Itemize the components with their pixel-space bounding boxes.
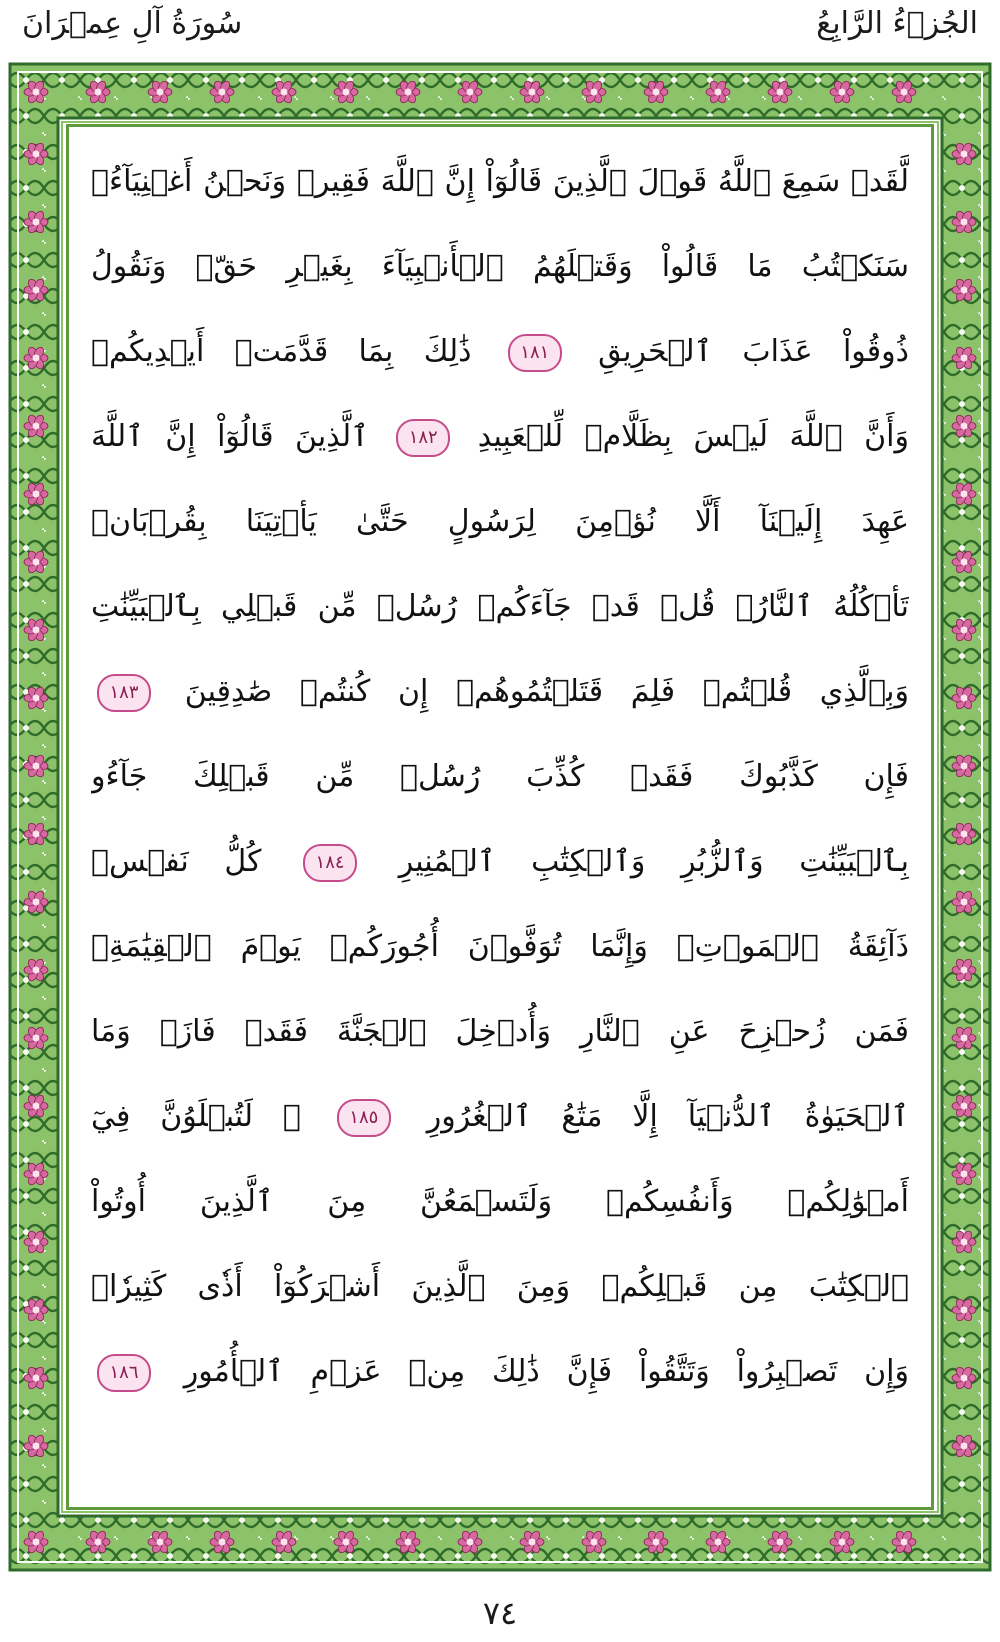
text-panel [66, 124, 934, 1510]
ayah-number-marker: ١٨١ [508, 334, 562, 372]
verse-line [91, 1329, 909, 1414]
verse-line [91, 139, 909, 224]
verse-text: وَبِٱلَّذِي قُلۡتُمۡ فَلِمَ قَتَلۡتُمُوهُمۡ إِن كُنتُمۡ صَٰدِقِينَ [184, 674, 909, 709]
verse-text: ۞ لَتُبۡلَوُنَّ فِيٓ [91, 1099, 301, 1134]
verse-text: ذَآئِقَةُ ٱلۡمَوۡتِۗ وَإِنَّمَا تُوَفَّوۡنَ أُجُورَكُمۡ يَوۡمَ ٱلۡقِيَٰمَةِۖ [91, 929, 909, 964]
verse-text: ذُوقُواْ عَذَابَ ٱلۡحَرِيقِ [598, 334, 909, 369]
verse-text: أَمۡوَٰلِكُمۡ وَأَنفُسِكُمۡ وَلَتَسۡمَعُنَّ مِنَ ٱلَّذِينَ أُوتُواْ [91, 1184, 909, 1219]
verse-text: ٱلَّذِينَ قَالُوٓاْ إِنَّ ٱللَّهَ [91, 419, 369, 454]
verse-text: كُلُّ نَفۡسٖ [91, 844, 262, 879]
verse-text: ٱلۡكِتَٰبَ مِن قَبۡلِكُمۡ وَمِنَ ٱلَّذِينَ أَشۡرَكُوٓاْ أَذٗى كَثِيرٗاۚ [91, 1269, 909, 1304]
verse-line [91, 904, 909, 989]
ayah-number-marker: ١٨٢ [396, 419, 450, 457]
ayah-number-marker: ١٨٣ [97, 674, 151, 712]
verse-line [91, 394, 909, 479]
juz-title: الجُزۡءُ الرَّابِعُ [816, 6, 978, 41]
verse-text: فَمَن زُحۡزِحَ عَنِ ٱلنَّارِ وَأُدۡخِلَ ٱلۡجَنَّةَ فَقَدۡ فَازَۗ وَمَا [91, 1014, 909, 1049]
verse-line [91, 819, 909, 904]
verse-text: لَّقَدۡ سَمِعَ ٱللَّهُ قَوۡلَ ٱلَّذِينَ قَالُوٓاْ إِنَّ ٱللَّهَ فَقِيرٞ وَنَحۡنُ أَغۡنِيَآءُۘ [91, 164, 909, 199]
verse-text: وَأَنَّ ٱللَّهَ لَيۡسَ بِظَلَّامٖ لِّلۡعَبِيدِ [477, 419, 909, 454]
ayah-number-marker: ١٨٤ [303, 844, 357, 882]
verse-line [91, 1074, 909, 1159]
verse-line [91, 989, 909, 1074]
verse-line [91, 564, 909, 649]
verse-text: تَأۡكُلُهُ ٱلنَّارُۗ قُلۡ قَدۡ جَآءَكُمۡ رُسُلٞ مِّن قَبۡلِي بِٱلۡبَيِّنَٰتِ [91, 589, 909, 624]
page-header [0, 0, 1000, 62]
verse-text: وَإِن تَصۡبِرُواْ وَتَتَّقُواْ فَإِنَّ ذَٰلِكَ مِنۡ عَزۡمِ ٱلۡأُمُورِ [183, 1354, 909, 1389]
verse-line [91, 1159, 909, 1244]
ayah-number-marker: ١٨٦ [97, 1354, 151, 1392]
verse-text: ذَٰلِكَ بِمَا قَدَّمَتۡ أَيۡدِيكُمۡ [91, 334, 472, 369]
ayah-number-marker: ١٨٥ [337, 1099, 391, 1137]
verses-block [91, 139, 909, 1414]
verse-line [91, 224, 909, 309]
verse-line [91, 649, 909, 734]
verse-text: بِٱلۡبَيِّنَٰتِ وَٱلزُّبُرِ وَٱلۡكِتَٰبِ ٱلۡمُنِيرِ [398, 844, 909, 879]
verse-line [91, 1244, 909, 1329]
verse-text: ٱلۡحَيَوٰةُ ٱلدُّنۡيَآ إِلَّا مَتَٰعُ ٱلۡغُرُورِ [426, 1099, 909, 1134]
verse-text: سَنَكۡتُبُ مَا قَالُواْ وَقَتۡلَهُمُ ٱلۡأَنۢبِيَآءَ بِغَيۡرِ حَقّٖ وَنَقُولُ [91, 249, 909, 284]
verse-line [91, 309, 909, 394]
verse-line [91, 479, 909, 564]
verse-text: عَهِدَ إِلَيۡنَآ أَلَّا نُؤۡمِنَ لِرَسُولٍ حَتَّىٰ يَأۡتِيَنَا بِقُرۡبَانٖ [91, 504, 909, 539]
surah-title: سُورَةُ آلِ عِمۡرَانَ [22, 6, 243, 41]
verse-line [91, 734, 909, 819]
page-number: ٧٤ [482, 1594, 518, 1632]
verse-text: فَإِن كَذَّبُوكَ فَقَدۡ كُذِّبَ رُسُلٞ مِّن قَبۡلِكَ جَآءُو [91, 759, 909, 794]
